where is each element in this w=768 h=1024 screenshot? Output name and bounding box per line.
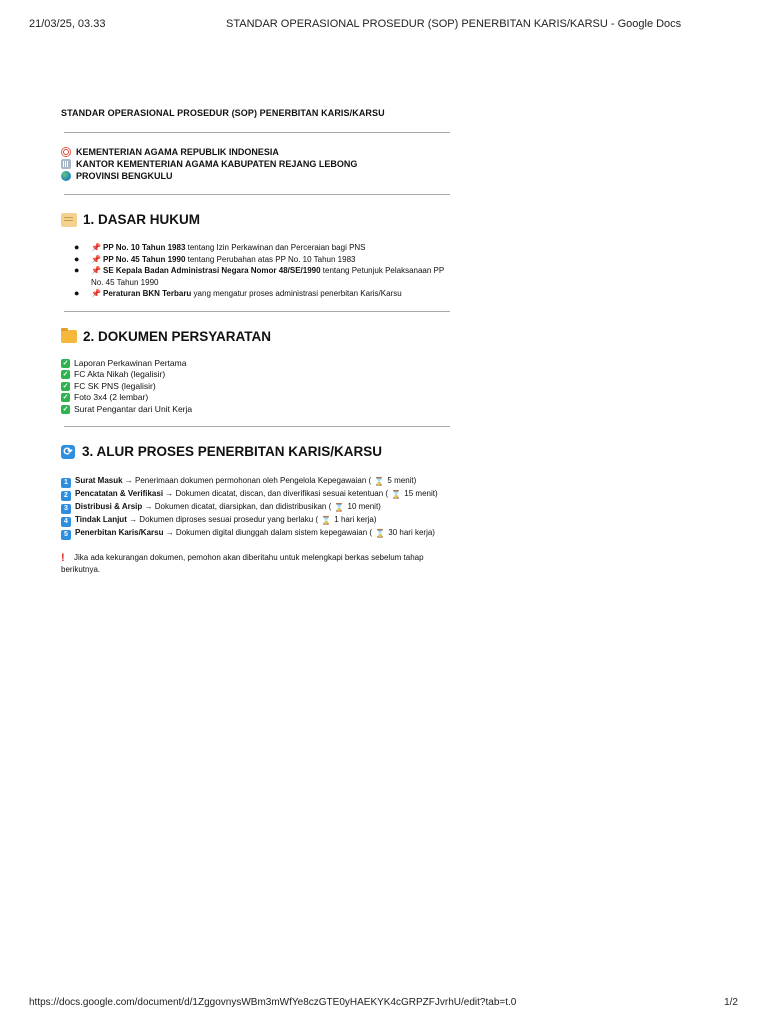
checkmark-icon: ✓: [62, 394, 69, 402]
repeat-icon: ⟳: [61, 445, 75, 459]
step-name: Tindak Lanjut: [75, 515, 127, 524]
step-name: Penerbitan Karis/Karsu: [75, 528, 164, 537]
requirement-text: FC Akta Nikah (legalisir): [74, 369, 166, 379]
target-icon: [61, 147, 71, 157]
process-step: [61, 501, 451, 514]
exclamation-icon: !: [61, 552, 65, 564]
hourglass-icon: ⌛: [391, 490, 402, 499]
divider: [64, 194, 450, 195]
process-step: [61, 527, 451, 540]
print-footer-url: https://docs.google.com/document/d/1ZggovnysWBm3mWfYe8czGTE0yHAEKYK4cGRPZFJvrhU/edit?tab=t.0: [29, 997, 517, 1008]
law-name: PP No. 10 Tahun 1983: [103, 243, 186, 252]
checkmark-icon: ✓: [62, 371, 69, 379]
hourglass-icon: ⌛: [321, 516, 332, 525]
step-name: Pencatatan & Verifikasi: [75, 489, 164, 498]
document-title: STANDAR OPERASIONAL PROSEDUR (SOP) PENERBITAN KARIS/KARSU: [61, 108, 385, 118]
step-description: → Penerimaan dokumen permohonan oleh Pengelola Kepegawaian (: [122, 476, 372, 485]
section-title: 1. DASAR HUKUM: [83, 212, 201, 227]
checkmark-icon: ✓: [62, 359, 69, 367]
section-title: 3. ALUR PROSES PENERBITAN KARIS/KARSU: [82, 444, 383, 459]
list-item: [61, 369, 451, 381]
number-badge-icon: 1: [61, 478, 71, 488]
print-datetime: 21/03/25, 03.33: [29, 18, 106, 30]
number-badge-icon: 2: [61, 491, 71, 501]
hourglass-icon: ⌛: [374, 477, 385, 486]
step-duration: 10 menit): [345, 502, 381, 511]
step-name: Surat Masuk: [75, 476, 123, 485]
institution-text: PROVINSI BENGKULU: [76, 171, 173, 181]
list-item: [61, 358, 451, 370]
process-step: [61, 475, 451, 488]
checkmark-icon: ✓: [62, 405, 69, 413]
requirement-text: Foto 3x4 (2 lembar): [74, 392, 149, 402]
law-description: yang mengatur proses administrasi penerbitan Karis/Karsu: [191, 289, 402, 298]
step-description: → Dokumen dicatat, discan, dan diverifikasi sesuai ketentuan (: [163, 489, 389, 498]
hourglass-icon: ⌛: [334, 503, 345, 512]
pushpin-icon: 📌: [91, 254, 101, 264]
institution-line: [61, 158, 451, 170]
step-name: Distribusi & Arsip: [75, 502, 143, 511]
section-heading-dokumen: [61, 329, 451, 344]
office-building-icon: [61, 159, 71, 169]
divider: [64, 426, 450, 427]
number-badge-icon: 3: [61, 504, 71, 514]
step-duration: 15 menit): [402, 489, 438, 498]
institution-line: [61, 146, 451, 158]
section-heading-alur: [61, 444, 451, 459]
note-text: Jika ada kekurangan dokumen, pemohon akan diberitahu untuk melengkapi berkas sebelum tahap berikutnya.: [61, 553, 424, 574]
process-step: [61, 488, 451, 501]
checkmark-icon: ✓: [62, 382, 69, 390]
law-name: SE Kepala Badan Administrasi Negara Nomor 48/SE/1990: [103, 266, 321, 275]
pushpin-icon: 📌: [91, 243, 101, 252]
institution-text: KANTOR KEMENTERIAN AGAMA KABUPATEN REJANG LEBONG: [76, 159, 358, 169]
requirement-text: Laporan Perkawinan Pertama: [74, 357, 187, 368]
law-description: tentang Perubahan atas PP No. 10 Tahun 1983: [185, 254, 356, 264]
pushpin-icon: 📌: [91, 266, 101, 275]
list-item: ● 📌 Peraturan BKN Terbaru yang mengatur proses administrasi penerbitan Karis/Karsu: [74, 288, 402, 298]
requirement-text: Surat Pengantar dari Unit Kerja: [74, 403, 193, 414]
step-duration: 1 hari kerja): [332, 515, 377, 524]
step-description: → Dokumen diproses sesuai prosedur yang berlaku (: [126, 515, 319, 524]
requirement-text: FC SK PNS (legalisir): [74, 380, 156, 391]
print-header-title: STANDAR OPERASIONAL PROSEDUR (SOP) PENERBITAN KARIS/KARSU - Google Docs: [226, 18, 682, 30]
list-item: [61, 404, 451, 416]
process-steps: [61, 475, 451, 540]
process-step: [61, 514, 451, 527]
list-item: [61, 381, 451, 393]
list-item: ● 📌 SE Kepala Badan Administrasi Negara Nomor 48/SE/1990 tentang Petunjuk Pelaksanaan PP No. 45 Tahun 1990: [74, 265, 445, 287]
list-item: ● 📌 PP No. 45 Tahun 1990 tentang Perubahan atas PP No. 10 Tahun 1983: [74, 253, 356, 264]
list-item: ● 📌 PP No. 10 Tahun 1983 tentang Izin Perkawinan dan Perceraian bagi PNS: [74, 242, 366, 252]
legal-basis-list: [61, 242, 451, 300]
globe-icon: [61, 171, 71, 181]
scroll-icon: [61, 213, 77, 227]
law-description: tentang Izin Perkawinan dan Perceraian bagi PNS: [185, 243, 366, 252]
page-number: 1/2: [724, 997, 738, 1008]
divider: [64, 132, 450, 133]
institution-line: [61, 170, 451, 182]
number-badge-icon: 4: [61, 517, 71, 527]
step-duration: 30 hari kerja): [386, 528, 435, 537]
requirements-list: [61, 358, 451, 416]
section-heading-dasar-hukum: [61, 212, 451, 227]
institution-block: [61, 146, 451, 182]
note: [61, 552, 451, 575]
institution-text: KEMENTERIAN AGAMA REPUBLIK INDONESIA: [76, 147, 279, 157]
law-name: Peraturan BKN Terbaru: [103, 289, 192, 298]
document-body: [61, 108, 451, 575]
step-duration: 5 menit): [385, 476, 417, 485]
law-name: PP No. 45 Tahun 1990: [103, 254, 186, 264]
step-description: → Dokumen digital diunggah dalam sistem kepegawaian (: [163, 528, 373, 537]
section-title: 2. DOKUMEN PERSYARATAN: [83, 328, 272, 344]
number-badge-icon: 5: [61, 530, 71, 540]
folder-icon: [61, 330, 77, 343]
list-item: [61, 392, 451, 404]
hourglass-icon: ⌛: [375, 529, 386, 538]
pushpin-icon: 📌: [91, 289, 101, 298]
divider: [64, 311, 450, 312]
law-description: tentang Petunjuk Pelaksanaan PP No. 45 Tahun 1990: [91, 266, 445, 287]
step-description: → Dokumen dicatat, diarsipkan, dan didistribusikan (: [142, 502, 332, 511]
